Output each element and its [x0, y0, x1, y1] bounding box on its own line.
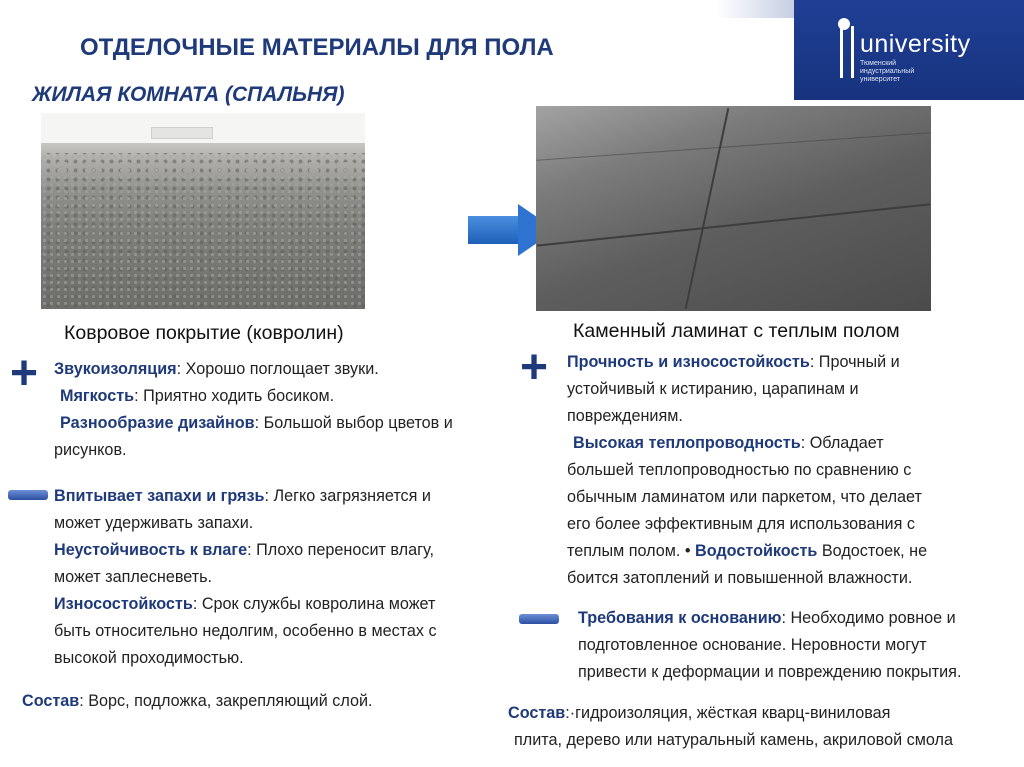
laminate-pros: Прочность и износостойкость: Прочный и устойчивый к истиранию, царапинам и повреждениям. Высокая теплопроводность: Обладает большей теплопроводностью по сравнению с обычным ламинатом или паркетом, что делает его более эффективным для использования с теплым полом. • Водостойкость Водостоек, не боится затоплений и повышенной влажности. [567, 353, 928, 587]
laminate-cons: Требования к основанию: Необходимо ровное и подготовленное основание. Неровности могут привести к деформации и повреждению покрытия. [578, 609, 962, 681]
carpet-caption: Ковровое покрытие (ковролин) [64, 322, 344, 344]
list-item: Разнообразие дизайнов: Большой выбор цветов и [60, 414, 453, 432]
stone-laminate-photo [536, 106, 931, 311]
list-item: Впитывает запахи и грязь: Легко загрязняется и [54, 487, 431, 505]
carpet-composition: Состав: Ворс, подложка, закрепляющий слой. [22, 692, 373, 710]
list-item: Мягкость: Приятно ходить босиком. [60, 387, 335, 405]
list-item: Износостойкость: Срок службы ковролина может [54, 595, 436, 613]
carpet-photo [41, 113, 365, 309]
list-item: Звукоизоляция: Хорошо поглощает звуки. [54, 360, 379, 378]
laminate-caption: Каменный ламинат с теплым полом [573, 320, 900, 342]
logo-subline: Тюменский индустриальный университет [860, 60, 915, 83]
plus-icon: + [10, 347, 39, 400]
slide-subtitle: ЖИЛАЯ КОМНАТА (СПАЛЬНЯ) [32, 83, 345, 106]
laminate-composition: Состав:·гидроизоляция, жёсткая кварц-виниловая плита, дерево или натуральный камень, акриловой смола [508, 704, 953, 749]
carpet-cons: Впитывает запахи и грязь: Легко загрязняется и может удерживать запахи. Неустойчивость к влаге: Плохо переносит влагу, может заплесневеть. Износостойкость: Срок службы ковролина может быть относительно недолгим, особенно в местах с высокой проходимостью. [54, 483, 524, 672]
logo-wordmark: university [860, 30, 971, 58]
carpet-vent [151, 127, 213, 139]
minus-icon [8, 490, 48, 500]
carpet-pros: Звукоизоляция: Хорошо поглощает звуки. Мягкость: Приятно ходить босиком. Разнообразие дизайнов: Большой выбор цветов и рисунков. [54, 356, 524, 464]
plus-icon: + [520, 341, 549, 394]
carpet-texture [41, 153, 365, 309]
list-item: Неустойчивость к влаге: Плохо переносит влагу, [54, 541, 434, 559]
slide-title: ОТДЕЛОЧНЫЕ МАТЕРИАЛЫ ДЛЯ ПОЛА [80, 34, 554, 61]
minus-icon [519, 614, 559, 624]
logo-mark-icon [840, 26, 854, 78]
